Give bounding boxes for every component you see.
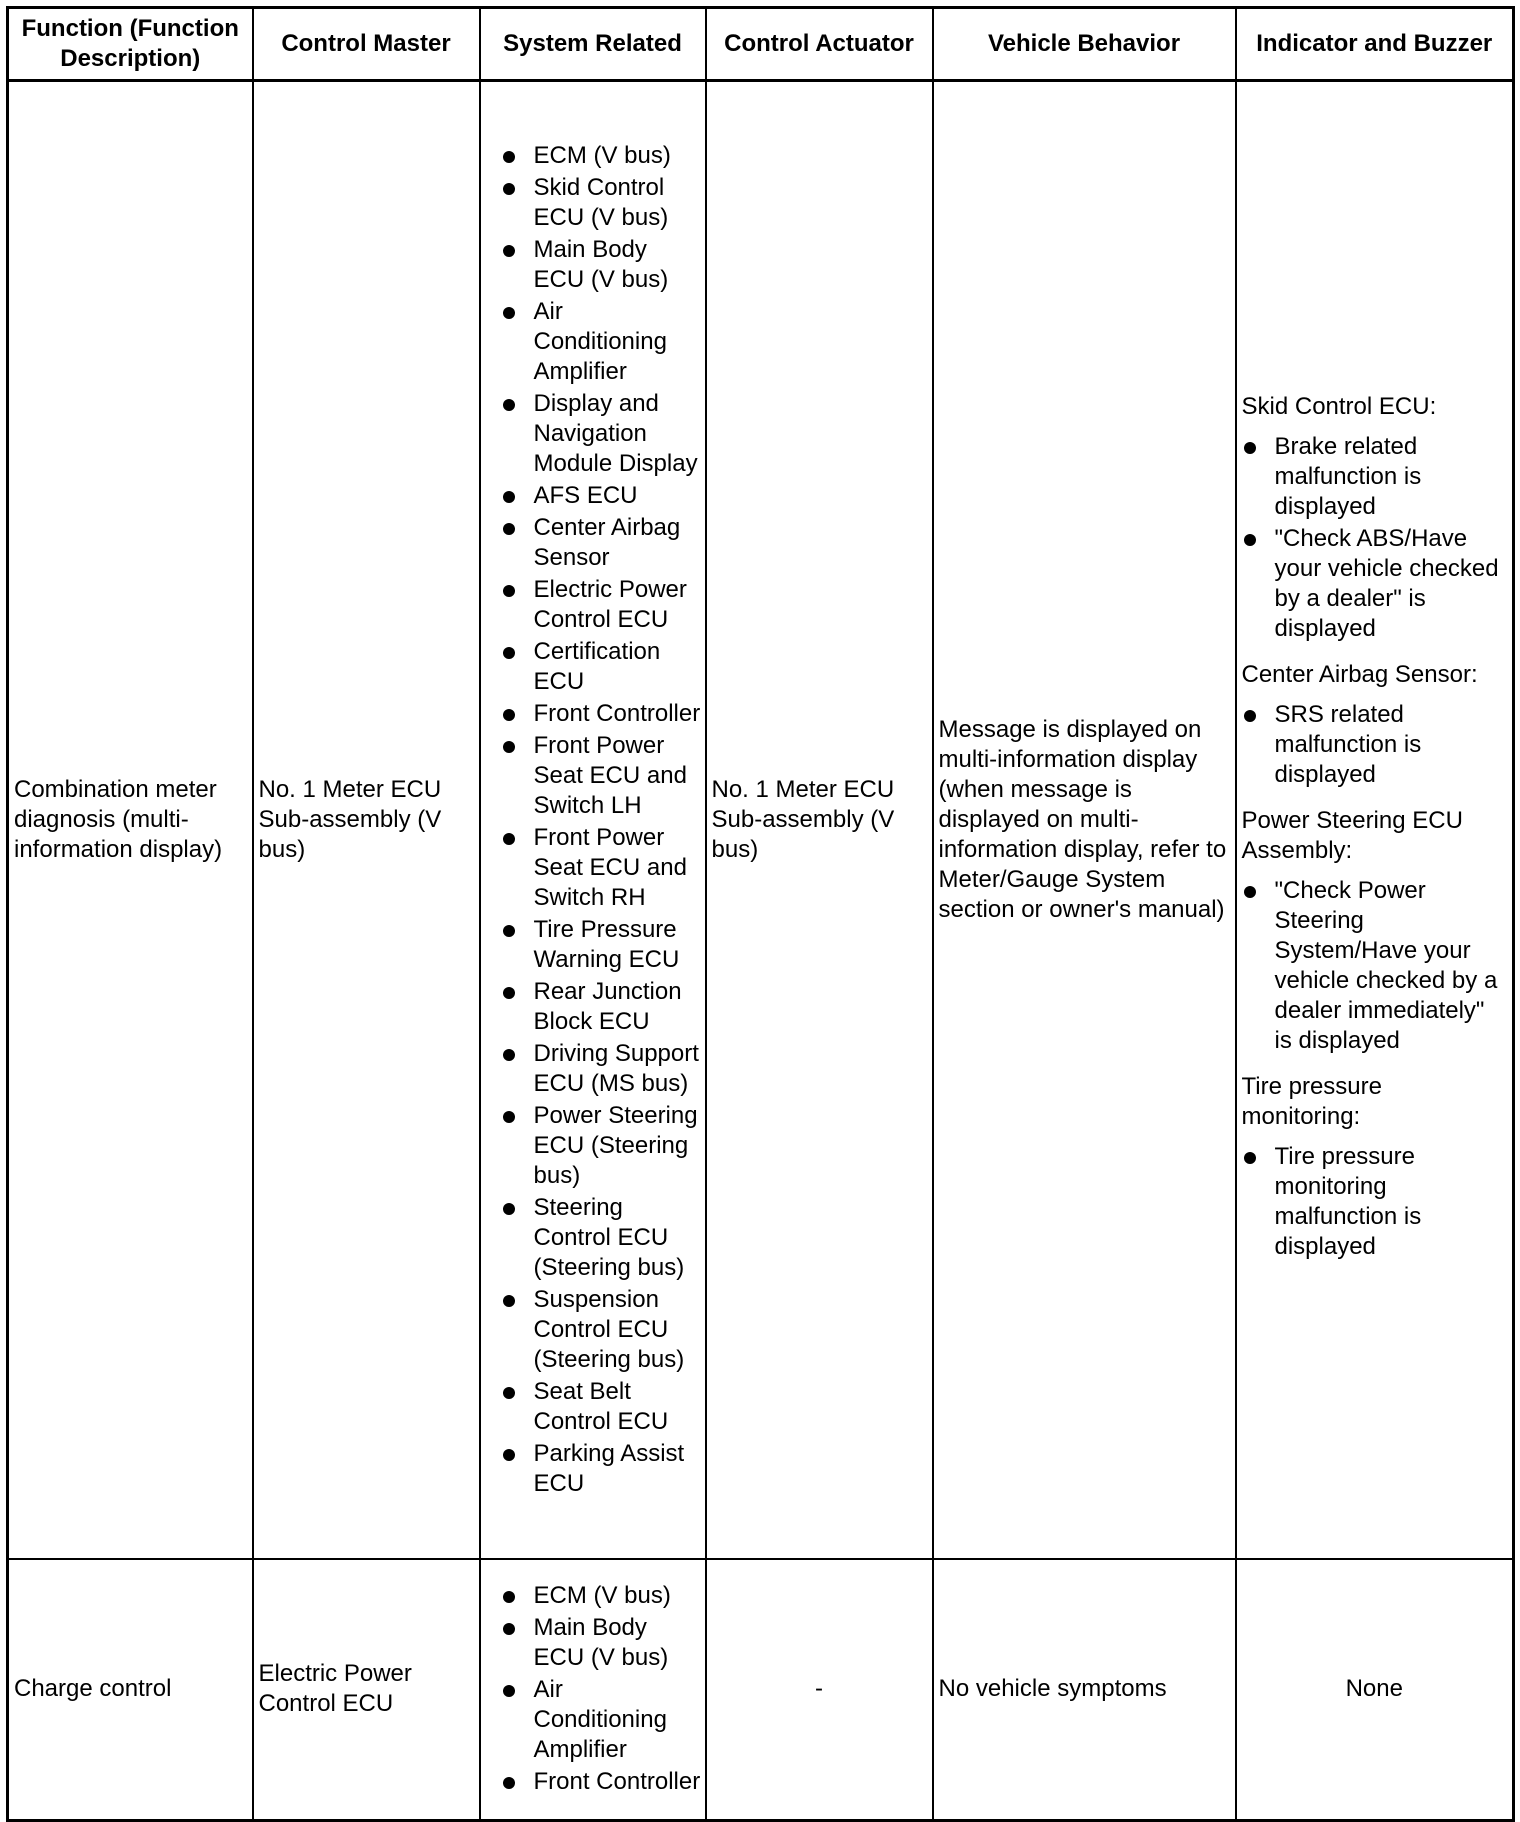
list-item	[501, 1439, 701, 1499]
bullet-icon	[503, 987, 515, 999]
cell-control-master: No. 1 Meter ECU Sub-assembly (V bus)	[253, 81, 480, 1559]
list-item-text: Tire Pressure Warning ECU	[533, 915, 680, 973]
bullet-icon	[503, 151, 515, 163]
bullet-icon	[1244, 886, 1256, 898]
list-item-text: Seat Belt Control ECU	[533, 1377, 669, 1435]
list-item	[501, 1039, 701, 1099]
list-item-text: SRS related malfunction is displayed	[1274, 700, 1422, 788]
function-table	[6, 6, 1515, 1822]
list-item	[501, 141, 701, 171]
bullet-icon	[503, 1295, 515, 1307]
bullet-icon	[503, 1387, 515, 1399]
list-item	[501, 1767, 701, 1797]
list-item-text: "Check Power Steering System/Have your vehicle checked by a dealer immediately" is displayed	[1274, 876, 1498, 1054]
bullet-icon	[1244, 1152, 1256, 1164]
list-item	[1242, 700, 1508, 790]
cell-system-related	[480, 81, 706, 1559]
table-row	[8, 81, 1514, 1559]
list-item-text: AFS ECU	[533, 481, 638, 509]
indicator-heading: Tire pressure monitoring:	[1241, 1072, 1382, 1130]
cell-function: Combination meter diagnosis (multi-information display)	[8, 81, 253, 1559]
list-item	[501, 575, 701, 635]
list-item-text: Power Steering ECU (Steering bus)	[533, 1101, 698, 1189]
bullet-icon	[503, 523, 515, 535]
list-item-text: Main Body ECU (V bus)	[533, 1614, 669, 1672]
bullet-icon	[503, 399, 515, 411]
table-row	[8, 1559, 1514, 1821]
cell-control-actuator: No. 1 Meter ECU Sub-assembly (V bus)	[706, 81, 933, 1559]
cell-vehicle-behavior: No vehicle symptoms	[933, 1559, 1236, 1821]
indicator-list	[1242, 700, 1508, 790]
list-item-text: Center Airbag Sensor	[533, 513, 681, 571]
list-item	[501, 1101, 701, 1191]
list-item-text: Air Conditioning Amplifier	[533, 1676, 667, 1764]
bullet-icon	[503, 741, 515, 753]
list-item	[501, 513, 701, 573]
bullet-icon	[1244, 710, 1256, 722]
header-system-related: System Related	[480, 8, 706, 81]
bullet-icon	[503, 245, 515, 257]
bullet-icon	[503, 1111, 515, 1123]
list-item	[501, 389, 701, 479]
list-item	[501, 699, 701, 729]
indicator-groups	[1242, 392, 1508, 1262]
list-item	[501, 977, 701, 1037]
cell-function: Charge control	[8, 1559, 253, 1821]
bullet-icon	[503, 1777, 515, 1789]
list-item	[501, 1675, 701, 1765]
list-item	[1242, 432, 1508, 522]
cell-control-master: Electric Power Control ECU	[253, 1559, 480, 1821]
list-item-text: Steering Control ECU (Steering bus)	[533, 1193, 685, 1281]
indicator-list	[1242, 432, 1508, 644]
list-item	[1242, 876, 1508, 1056]
list-item	[501, 1581, 701, 1611]
list-item-text: Front Power Seat ECU and Switch LH	[533, 731, 687, 819]
list-item-text: Driving Support ECU (MS bus)	[533, 1039, 699, 1097]
bullet-icon	[503, 833, 515, 845]
list-item-text: "Check ABS/Have your vehicle checked by a dealer" is displayed	[1274, 524, 1499, 642]
system-related-list	[501, 141, 701, 1499]
header-function: Function (Function Description)	[8, 8, 253, 81]
list-item	[501, 235, 701, 295]
list-item	[501, 1193, 701, 1283]
list-item-text: Front Power Seat ECU and Switch RH	[533, 823, 687, 911]
list-item-text: Air Conditioning Amplifier	[533, 297, 667, 385]
bullet-icon	[503, 647, 515, 659]
list-item	[501, 637, 701, 697]
list-item	[501, 481, 701, 511]
cell-indicator-buzzer: None	[1236, 1559, 1514, 1821]
list-item-text: Certification ECU	[533, 637, 661, 695]
list-item	[1242, 524, 1508, 644]
list-item	[501, 1285, 701, 1375]
cell-system-related	[480, 1559, 706, 1821]
bullet-icon	[1244, 442, 1256, 454]
list-item	[501, 1613, 701, 1673]
list-item-text: Parking Assist ECU	[533, 1439, 685, 1497]
bullet-icon	[503, 1449, 515, 1461]
bullet-icon	[503, 1591, 515, 1603]
indicator-list	[1242, 876, 1508, 1056]
cell-indicator-buzzer	[1236, 81, 1514, 1559]
header-indicator-buzzer: Indicator and Buzzer	[1236, 8, 1514, 81]
list-item	[501, 1377, 701, 1437]
list-item-text: Front Controller	[533, 699, 701, 727]
list-item-text: Display and Navigation Module Display	[533, 389, 698, 477]
header-row	[8, 8, 1514, 81]
list-item	[501, 173, 701, 233]
cell-control-actuator: -	[706, 1559, 933, 1821]
list-item	[501, 915, 701, 975]
bullet-icon	[503, 1049, 515, 1061]
bullet-icon	[503, 925, 515, 937]
bullet-icon	[503, 183, 515, 195]
bullet-icon	[503, 491, 515, 503]
list-item-text: Brake related malfunction is displayed	[1274, 432, 1422, 520]
bullet-icon	[503, 1685, 515, 1697]
list-item	[501, 297, 701, 387]
bullet-icon	[503, 1203, 515, 1215]
list-item-text: Tire pressure monitoring malfunction is displayed	[1274, 1142, 1422, 1260]
bullet-icon	[503, 585, 515, 597]
indicator-heading: Power Steering ECU Assembly:	[1241, 806, 1463, 864]
list-item-text: ECM (V bus)	[533, 1582, 671, 1610]
system-related-list	[501, 1581, 701, 1797]
bullet-icon	[503, 307, 515, 319]
list-item-text: ECM (V bus)	[533, 141, 671, 169]
list-item	[501, 731, 701, 821]
cell-vehicle-behavior: Message is displayed on multi-information display (when message is displayed on multi-information display, refer to Meter/Gauge System section or owner's manual)	[933, 81, 1236, 1559]
bullet-icon	[503, 709, 515, 721]
header-vehicle-behavior: Vehicle Behavior	[933, 8, 1236, 81]
bullet-icon	[503, 1623, 515, 1635]
list-item-text: Main Body ECU (V bus)	[533, 235, 669, 293]
list-item	[501, 823, 701, 913]
list-item-text: Rear Junction Block ECU	[533, 977, 682, 1035]
list-item-text: Suspension Control ECU (Steering bus)	[533, 1285, 685, 1373]
list-item	[1242, 1142, 1508, 1262]
indicator-heading: Center Airbag Sensor:	[1241, 660, 1478, 688]
list-item-text: Skid Control ECU (V bus)	[533, 173, 669, 231]
indicator-list	[1242, 1142, 1508, 1262]
list-item-text: Electric Power Control ECU	[533, 575, 687, 633]
list-item-text: Front Controller	[533, 1768, 701, 1796]
header-control-master: Control Master	[253, 8, 480, 81]
bullet-icon	[1244, 534, 1256, 546]
header-control-actuator: Control Actuator	[706, 8, 933, 81]
indicator-heading: Skid Control ECU:	[1241, 392, 1437, 420]
